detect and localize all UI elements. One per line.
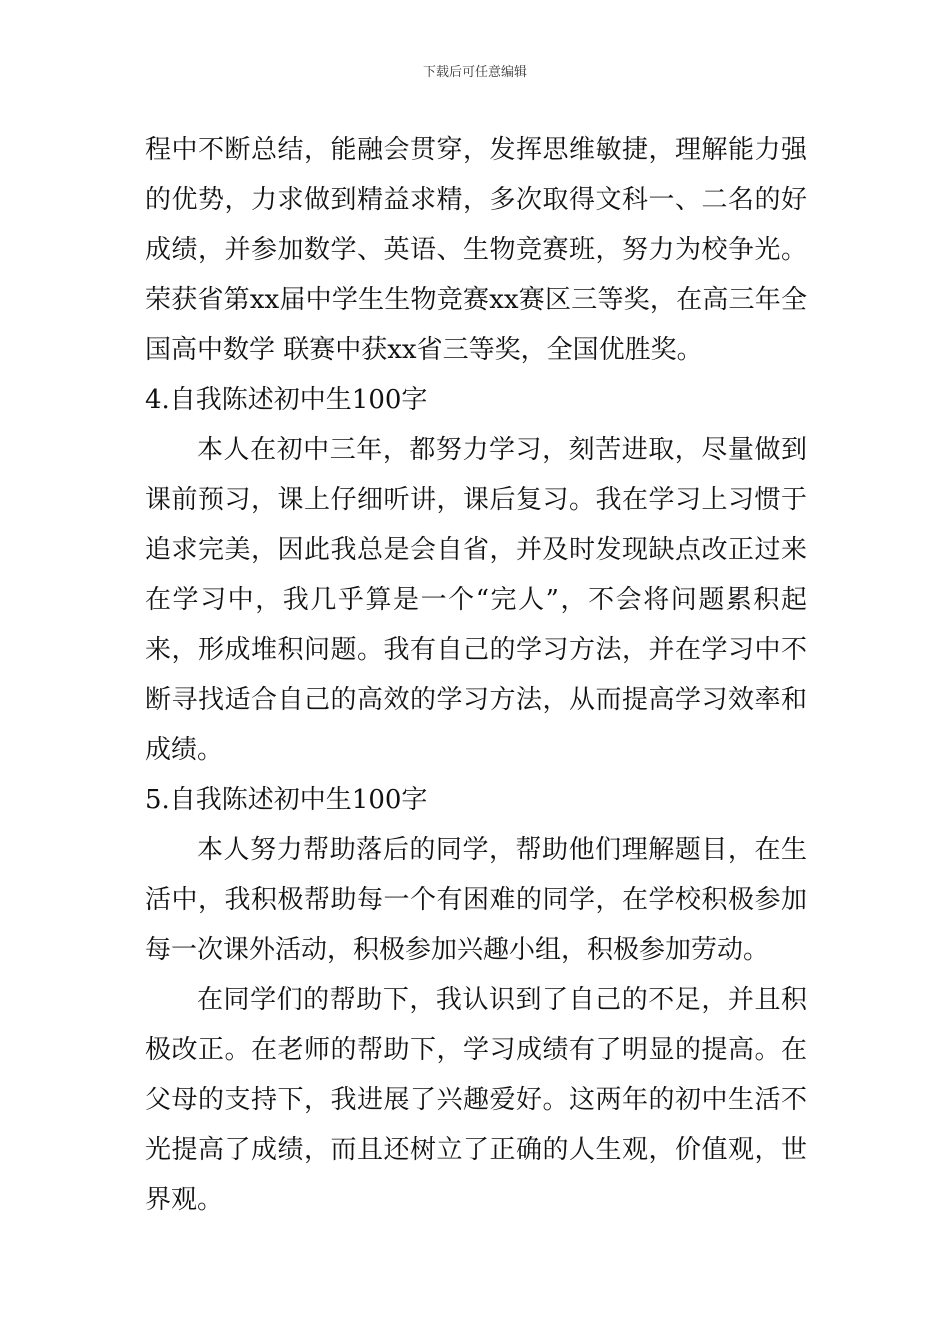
- paragraph-section-5-a: 本人努力帮助落后的同学，帮助他们理解题目，在生活中，我积极帮助每一个有困难的同学，在学校积极参加每一次课外活动，积极参加兴趣小组，积极参加劳动。: [145, 835, 807, 965]
- section-heading-5: 5.自我陈述初中生100字: [145, 785, 428, 815]
- page-header-note: 下载后可任意编辑: [422, 65, 527, 80]
- paragraph-section-5-b: 在同学们的帮助下，我认识到了自己的不足，并且积极改正。在老师的帮助下，学习成绩有了明显的提高。在父母的支持下，我进展了兴趣爱好。这两年的初中生活不光提高了成绩，而且还树立了正确的人生观，价值观，世界观。: [145, 985, 807, 1215]
- section-heading-4: 4.自我陈述初中生100字: [145, 385, 428, 415]
- document-body: [145, 125, 807, 1225]
- paragraph-continued: 程中不断总结，能融会贯穿，发挥思维敏捷，理解能力强的优势，力求做到精益求精，多次取得文科一、二名的好成绩，并参加数学、英语、生物竞赛班，努力为校争光。荣获省第xx届中学生生物竞赛xx赛区三等奖，在高三年全国高中数学 联赛中获xx省三等奖，全国优胜奖。: [145, 135, 807, 365]
- paragraph-section-4: 本人在初中三年，都努力学习，刻苦进取，尽量做到课前预习，课上仔细听讲，课后复习。我在学习上习惯于追求完美，因此我总是会自省，并及时发现缺点改正过来在学习中，我几乎算是一个“完人”，不会将问题累积起来，形成堆积问题。我有自己的学习方法，并在学习中不断寻找适合自己的高效的学习方法，从而提高学习效率和成绩。: [145, 435, 807, 765]
